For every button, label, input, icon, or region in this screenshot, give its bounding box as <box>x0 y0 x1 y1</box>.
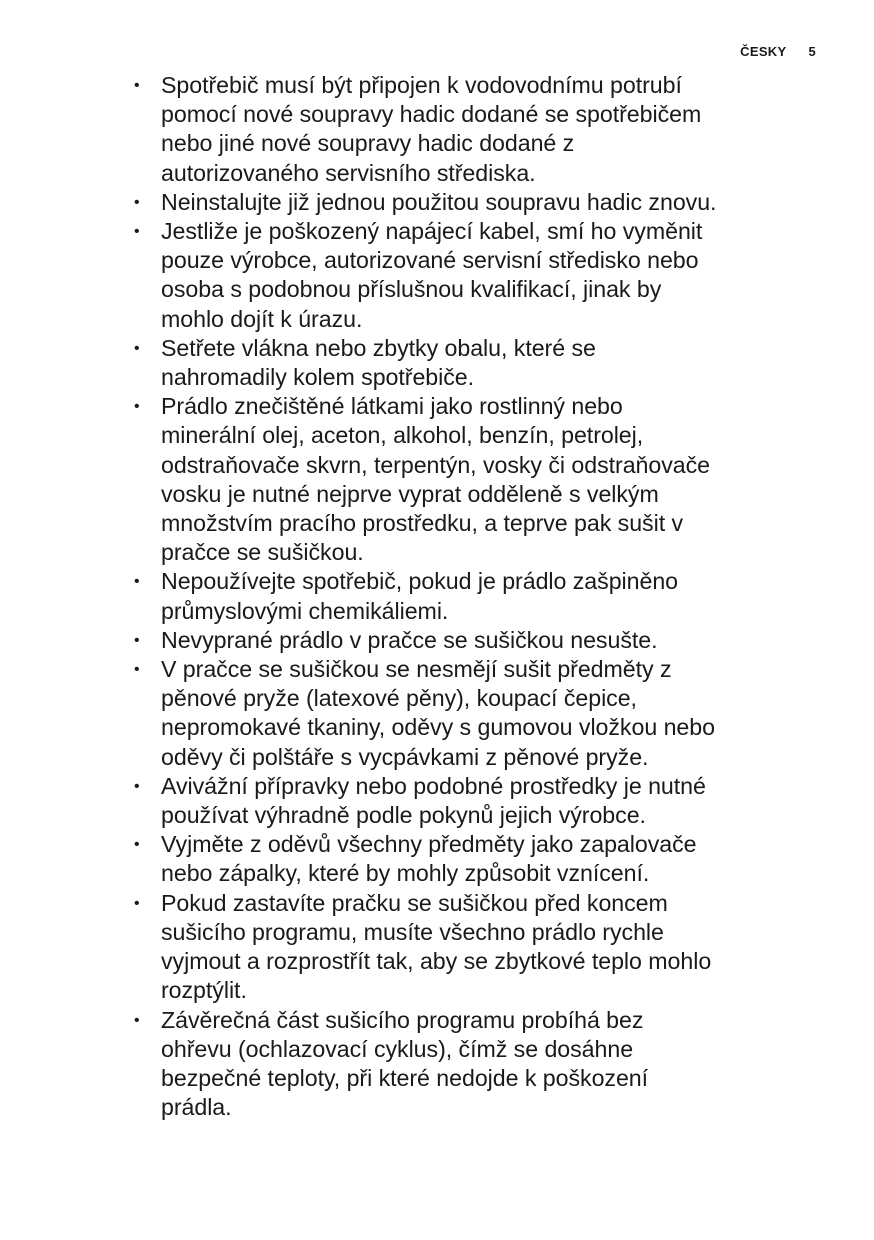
list-item-text: Nevyprané prádlo v pračce se sušičkou nesušte. <box>161 626 658 653</box>
safety-instructions-list <box>132 71 822 1122</box>
list-item-text: Vyjměte z oděvů všechny předměty jako zapalovače nebo zápalky, které by mohly způsobit vznícení. <box>161 831 697 887</box>
list-item-text: Spotřebič musí být připojen k vodovodnímu potrubí pomocí nové soupravy hadic dodané se spotřebičem nebo jiné nové soupravy hadic dodané z autorizovaného servisního střediska. <box>161 72 702 186</box>
list-item <box>132 889 822 1006</box>
list-item <box>132 567 822 625</box>
list-item-text: Setřete vlákna nebo zbytky obalu, které se nahromadily kolem spotřebiče. <box>161 334 596 391</box>
bullet-icon: • <box>134 223 140 241</box>
header-language: ČESKY <box>740 44 787 59</box>
bullet-icon: • <box>134 77 140 94</box>
bullet-icon: • <box>134 1011 140 1029</box>
list-item <box>132 1006 822 1123</box>
bullet-icon: • <box>134 398 140 416</box>
page-header <box>740 44 816 59</box>
list-item-text: Neinstalujte již jednou použitou soupravu hadic znovu. <box>161 188 717 215</box>
list-item <box>132 830 822 888</box>
list-item-text: Pokud zastavíte pračku se sušičkou před koncem sušicího programu, musíte všechno prádlo rychle vyjmout a rozprostřít tak, aby se zbytkové teplo mohlo rozptýlit. <box>161 889 712 1004</box>
list-item <box>132 334 822 392</box>
page-number: 5 <box>808 44 816 59</box>
list-item-text: Avivážní přípravky nebo podobné prostředky je nutné používat výhradně podle pokynů jejich výrobce. <box>161 772 706 829</box>
list-item-text: Prádlo znečištěné látkami jako rostlinný nebo minerální olej, aceton, alkohol, benzín, petrolej, odstraňovače skvrn, terpentýn, vosky či odstraňovače vosku je nutné nejprve vyprat odděleně s velkým množstvím pracího prostředku, a teprve pak sušit v pračce se sušičkou. <box>161 393 711 566</box>
bullet-icon: • <box>134 836 140 854</box>
bullet-icon: • <box>134 894 140 912</box>
list-item <box>132 71 822 188</box>
bullet-icon: • <box>134 193 140 211</box>
bullet-icon: • <box>134 777 140 795</box>
list-item <box>132 655 822 772</box>
list-item-text: Závěrečná část sušicího programu probíhá bez ohřevu (ochlazovací cyklus), čímž se dosáhne bezpečné teploty, při které nedojde k poškození prádla. <box>161 1006 649 1121</box>
bullet-icon: • <box>134 573 140 591</box>
list-item-text: Jestliže je poškozený napájecí kabel, smí ho vyměnit pouze výrobce, autorizované servisní středisko nebo osoba s podobnou příslušnou kvalifikací, jinak by mohlo dojít k úrazu. <box>161 218 703 332</box>
list-item <box>132 188 822 217</box>
list-item-text: Nepoužívejte spotřebič, pokud je prádlo zašpiněno průmyslovými chemikáliemi. <box>161 568 679 624</box>
list-item <box>132 392 822 567</box>
list-item <box>132 626 822 655</box>
list-item <box>132 217 822 334</box>
list-item-text: V pračce se sušičkou se nesmějí sušit předměty z pěnové pryže (latexové pěny), koupací čepice, nepromokavé tkaniny, oděvy s gumovou vložkou nebo oděvy či polštáře s vycpávkami z pěnové pryže. <box>161 656 715 770</box>
list-item <box>132 772 822 830</box>
bullet-icon: • <box>134 631 140 649</box>
bullet-icon: • <box>134 661 140 679</box>
bullet-icon: • <box>134 339 140 357</box>
